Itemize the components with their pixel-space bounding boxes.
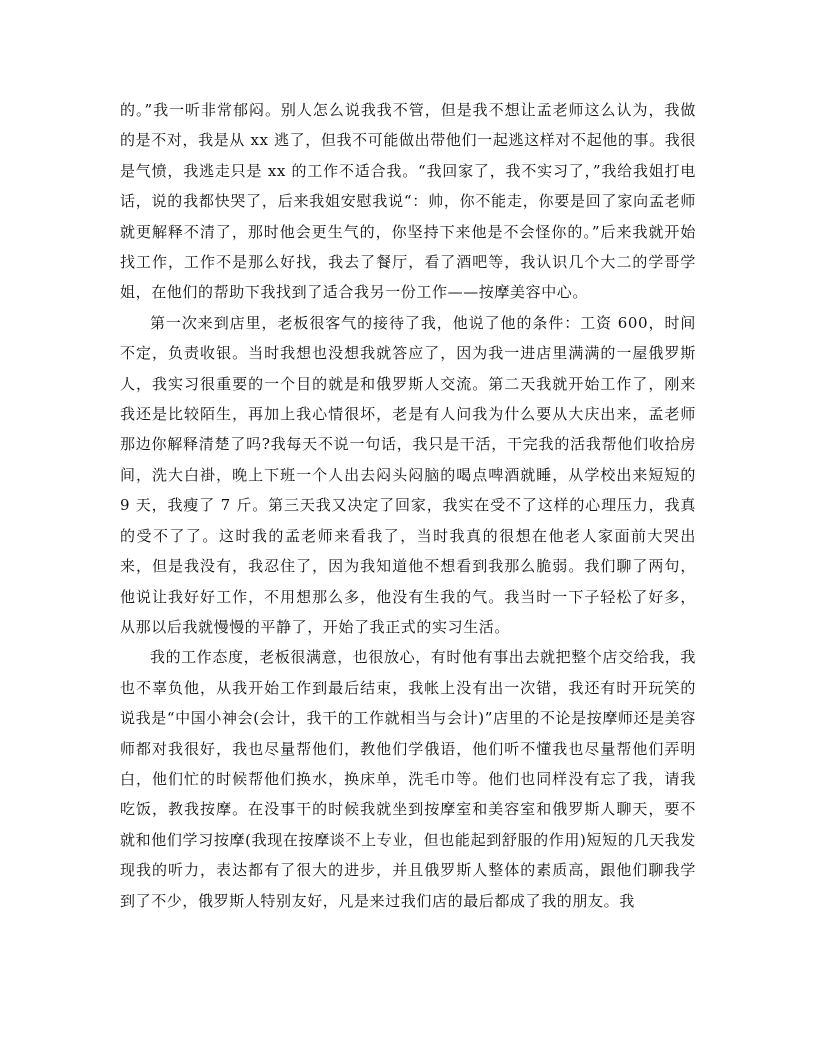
paragraph-3: 我的工作态度，老板很满意，也很放心，有时他有事出去就把整个店交给我，我也不辜负他，从我开始工作到最后结束，我帐上没有出一次错，我还有时开玩笑的说我是“中国小神会(会计，我干的工作就相当与会计)”店里的不论是按摩师还是美容师都对我很好，我也尽量帮他们，教他们学俄语，他们听不懂我也尽量帮他们弄明白，他们忙的时候帮他们换水，换床单，洗毛巾等。他们也同样没有忘了我，请我吃饭，教我按摩。在没事干的时候我就坐到按摩室和美容室和俄罗斯人聊天，要不就和他们学习按摩(我现在按摩谈不上专业，但也能起到舒服的作用)短短的几天我发现我的听力，表达都有了很大的进步，并且俄罗斯人整体的素质高，跟他们聊我学到了不少，俄罗斯人特别友好，凡是来过我们店的最后都成了我的朋友。我 (120, 648, 697, 910)
document-page (120, 95, 696, 916)
paragraph-2: 第一次来到店里，老板很客气的接待了我，他说了他的条件：工资 600，时间不定，负责收银。当时我想也没想我就答应了，因为我一进店里满满的一屋俄罗斯人，我实习很重要的一个目的就是和俄罗斯人交流。第二天我就开始工作了，刚来我还是比较陌生，再加上我心情很坏，老是有人问我为什么要从大庆出来，孟老师那边你解释清楚了吗?我每天不说一句话，我只是干活，干完我的活我帮他们收拾房间，洗大白褂，晚上下班一个人出去闷头闷脑的喝点啤酒就睡，从学校出来短短的 9 天，我瘦了 7 斤。第三天我又决定了回家，我实在受不了这样的心理压力，我真的受不了了。这时我的孟老师来看我了，当时我真的很想在他老人家面前大哭出来，但是我没有，我忍住了，因为我知道他不想看到我那么脆弱。我们聊了两句，他说让我好好工作，不用想那么多，他没有生我的气。我当时一下子轻松了好多，从那以后我就慢慢的平静了，开始了我正式的实习生活。 (120, 313, 696, 636)
paragraph-1: 的。”我一听非常郁闷。别人怎么说我我不管，但是我不想让孟老师这么认为，我做的是不对，我是从 xx 逃了，但我不可能做出带他们一起逃这样对不起他的事。我很是气愤，我逃走只是 xx 的工作不适合我。“我回家了，我不实习了，”我给我姐打电话，说的我都快哭了，后来我姐安慰我说“：帅，你不能走，你要是回了家向孟老师就更解释不清了，那时他会更生气的，你坚持下来他是不会怪你的。”后来我就开始找工作，工作不是那么好找，我去了餐厅，看了酒吧等，我认识几个大二的学哥学姐，在他们的帮助下我找到了适合我另一份工作——按摩美容中心。 (120, 101, 696, 302)
